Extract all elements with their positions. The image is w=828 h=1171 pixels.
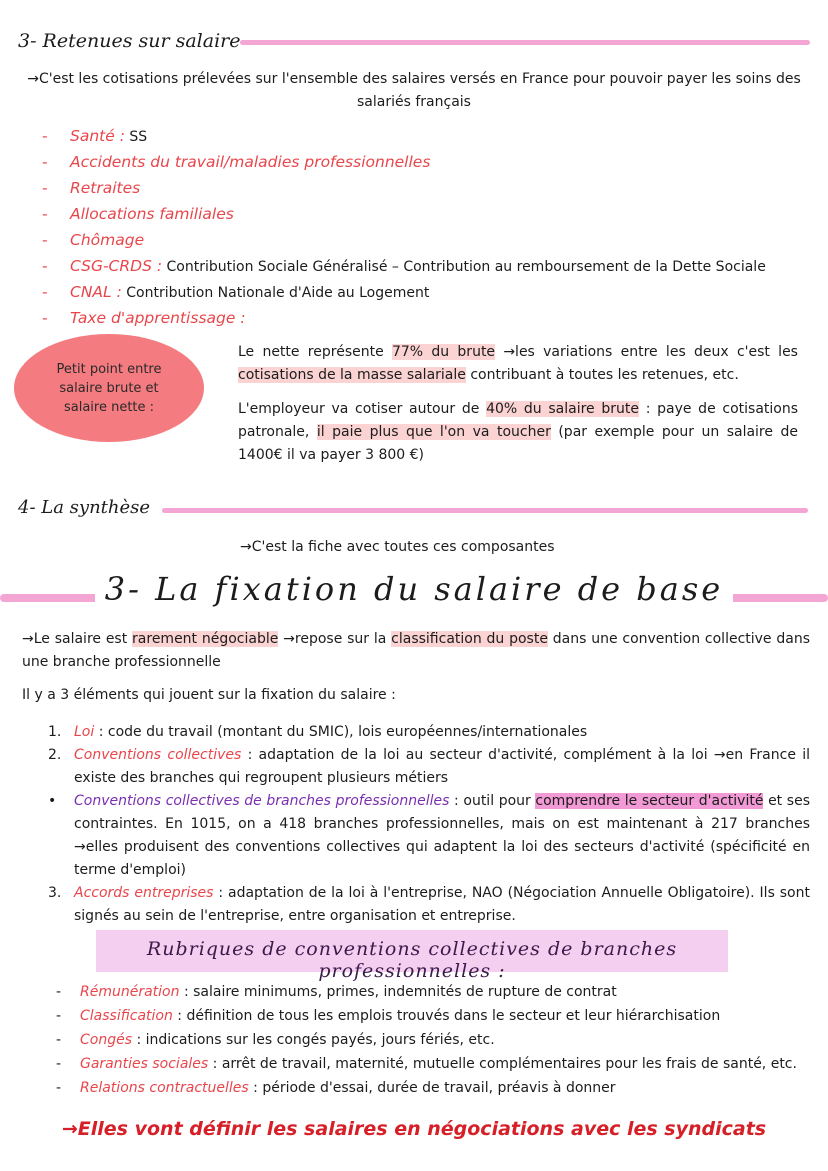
intro-line-2: salariés français [357,94,471,110]
conclusion: →Elles vont définir les salaires en négociations avec les syndicats [61,1118,767,1140]
list-item: - Retraites [42,179,141,197]
paragraph-employeur: L'employeur va cotiser autour de 40% du salaire brute : paye de cotisations patronale, il paie plus que l'on va toucher (par exemple pour un salaire de 1400€ il va payer 3 800 €) [238,401,799,463]
list-item: - CSG-CRDS : Contribution Sociale Généralisé – Contribution au remboursement de la Dette Sociale [42,257,766,275]
section-title-synthese: 4- La synthèse [18,497,151,518]
callout-bubble [14,334,204,442]
rubriques-list [56,980,797,1100]
header-rule [240,40,810,45]
list-item: - Relations contractuelles : période d'essai, durée de travail, préavis à donner [56,1080,616,1096]
list-item: - Santé : SS [42,127,148,145]
list-item: - Garanties sociales : arrêt de travail, maternité, mutuelle complémentaires pour les frais de santé, etc. [56,1056,797,1072]
list-item: - Chômage [42,231,145,249]
paragraph-net-brute: Le nette représente 77% du brute →les variations entre les deux c'est les cotisations de la masse salariale contribuant à toutes les retenues, etc. [238,344,798,383]
list-item: 3. Accords entreprises : adaptation de la loi à l'entreprise, NAO (Négociation Annuelle Obligatoire). Ils sont signés au sein de l'entreprise, entre organisation et entreprise. [48,885,810,924]
list-item: - Allocations familiales [42,205,234,223]
synthese-rule [162,508,808,513]
retenues-list [42,124,766,332]
list-item: • Conventions collectives de branches professionnelles : outil pour comprendre le secteur d'activité et ses contraintes. En 1015, on a 418 branches professionnelles, mais on est maintenant à 217 branches →elles produisent des conventions collectives qui adaptent la loi des secteurs d'activité (spécificité en terme d'emploi) [48,793,810,878]
paragraph-elements: Il y a 3 éléments qui jouent sur la fixation du salaire : [22,687,396,703]
synthese-text: →C'est la fiche avec toutes ces composantes [240,539,555,555]
elements-list [48,721,810,928]
rubriques-title: Rubriques de conventions collectives de branches professionnelles : [146,938,678,982]
list-item: 2. Conventions collectives : adaptation de la loi au secteur d'activité, complément à la loi →en France il existe des branches qui regroupent plusieurs métiers [48,747,810,786]
paragraph-negociable: →Le salaire est rarement négociable →repose sur la classification du poste dans une convention collective dans une branche professionnelle [22,631,810,670]
callout-label: Petit point entre salaire brute et salaire nette : [56,361,162,415]
list-item: 1. Loi : code du travail (montant du SMIC), lois européennes/internationales [48,724,588,740]
page-title: 3- La fixation du salaire de base [0,570,828,608]
list-item: - Accidents du travail/maladies professionnelles [42,153,431,171]
list-item: - Rémunération : salaire minimums, primes, indemnités de rupture de contrat [56,984,617,1000]
list-item: - CNAL : Contribution Nationale d'Aide au Logement [42,283,430,301]
list-item: - Taxe d'apprentissage : [42,309,246,327]
intro-line-1: →C'est les cotisations prélevées sur l'ensemble des salaires versés en France pour pouvoir payer les soins des [27,71,801,87]
list-item: - Classification : définition de tous les emplois trouvés dans le secteur et leur hiérarchisation [56,1008,721,1024]
section-title-retenues: 3- Retenues sur salaire [18,30,241,52]
list-item: - Congés : indications sur les congés payés, jours fériés, etc. [56,1032,495,1048]
